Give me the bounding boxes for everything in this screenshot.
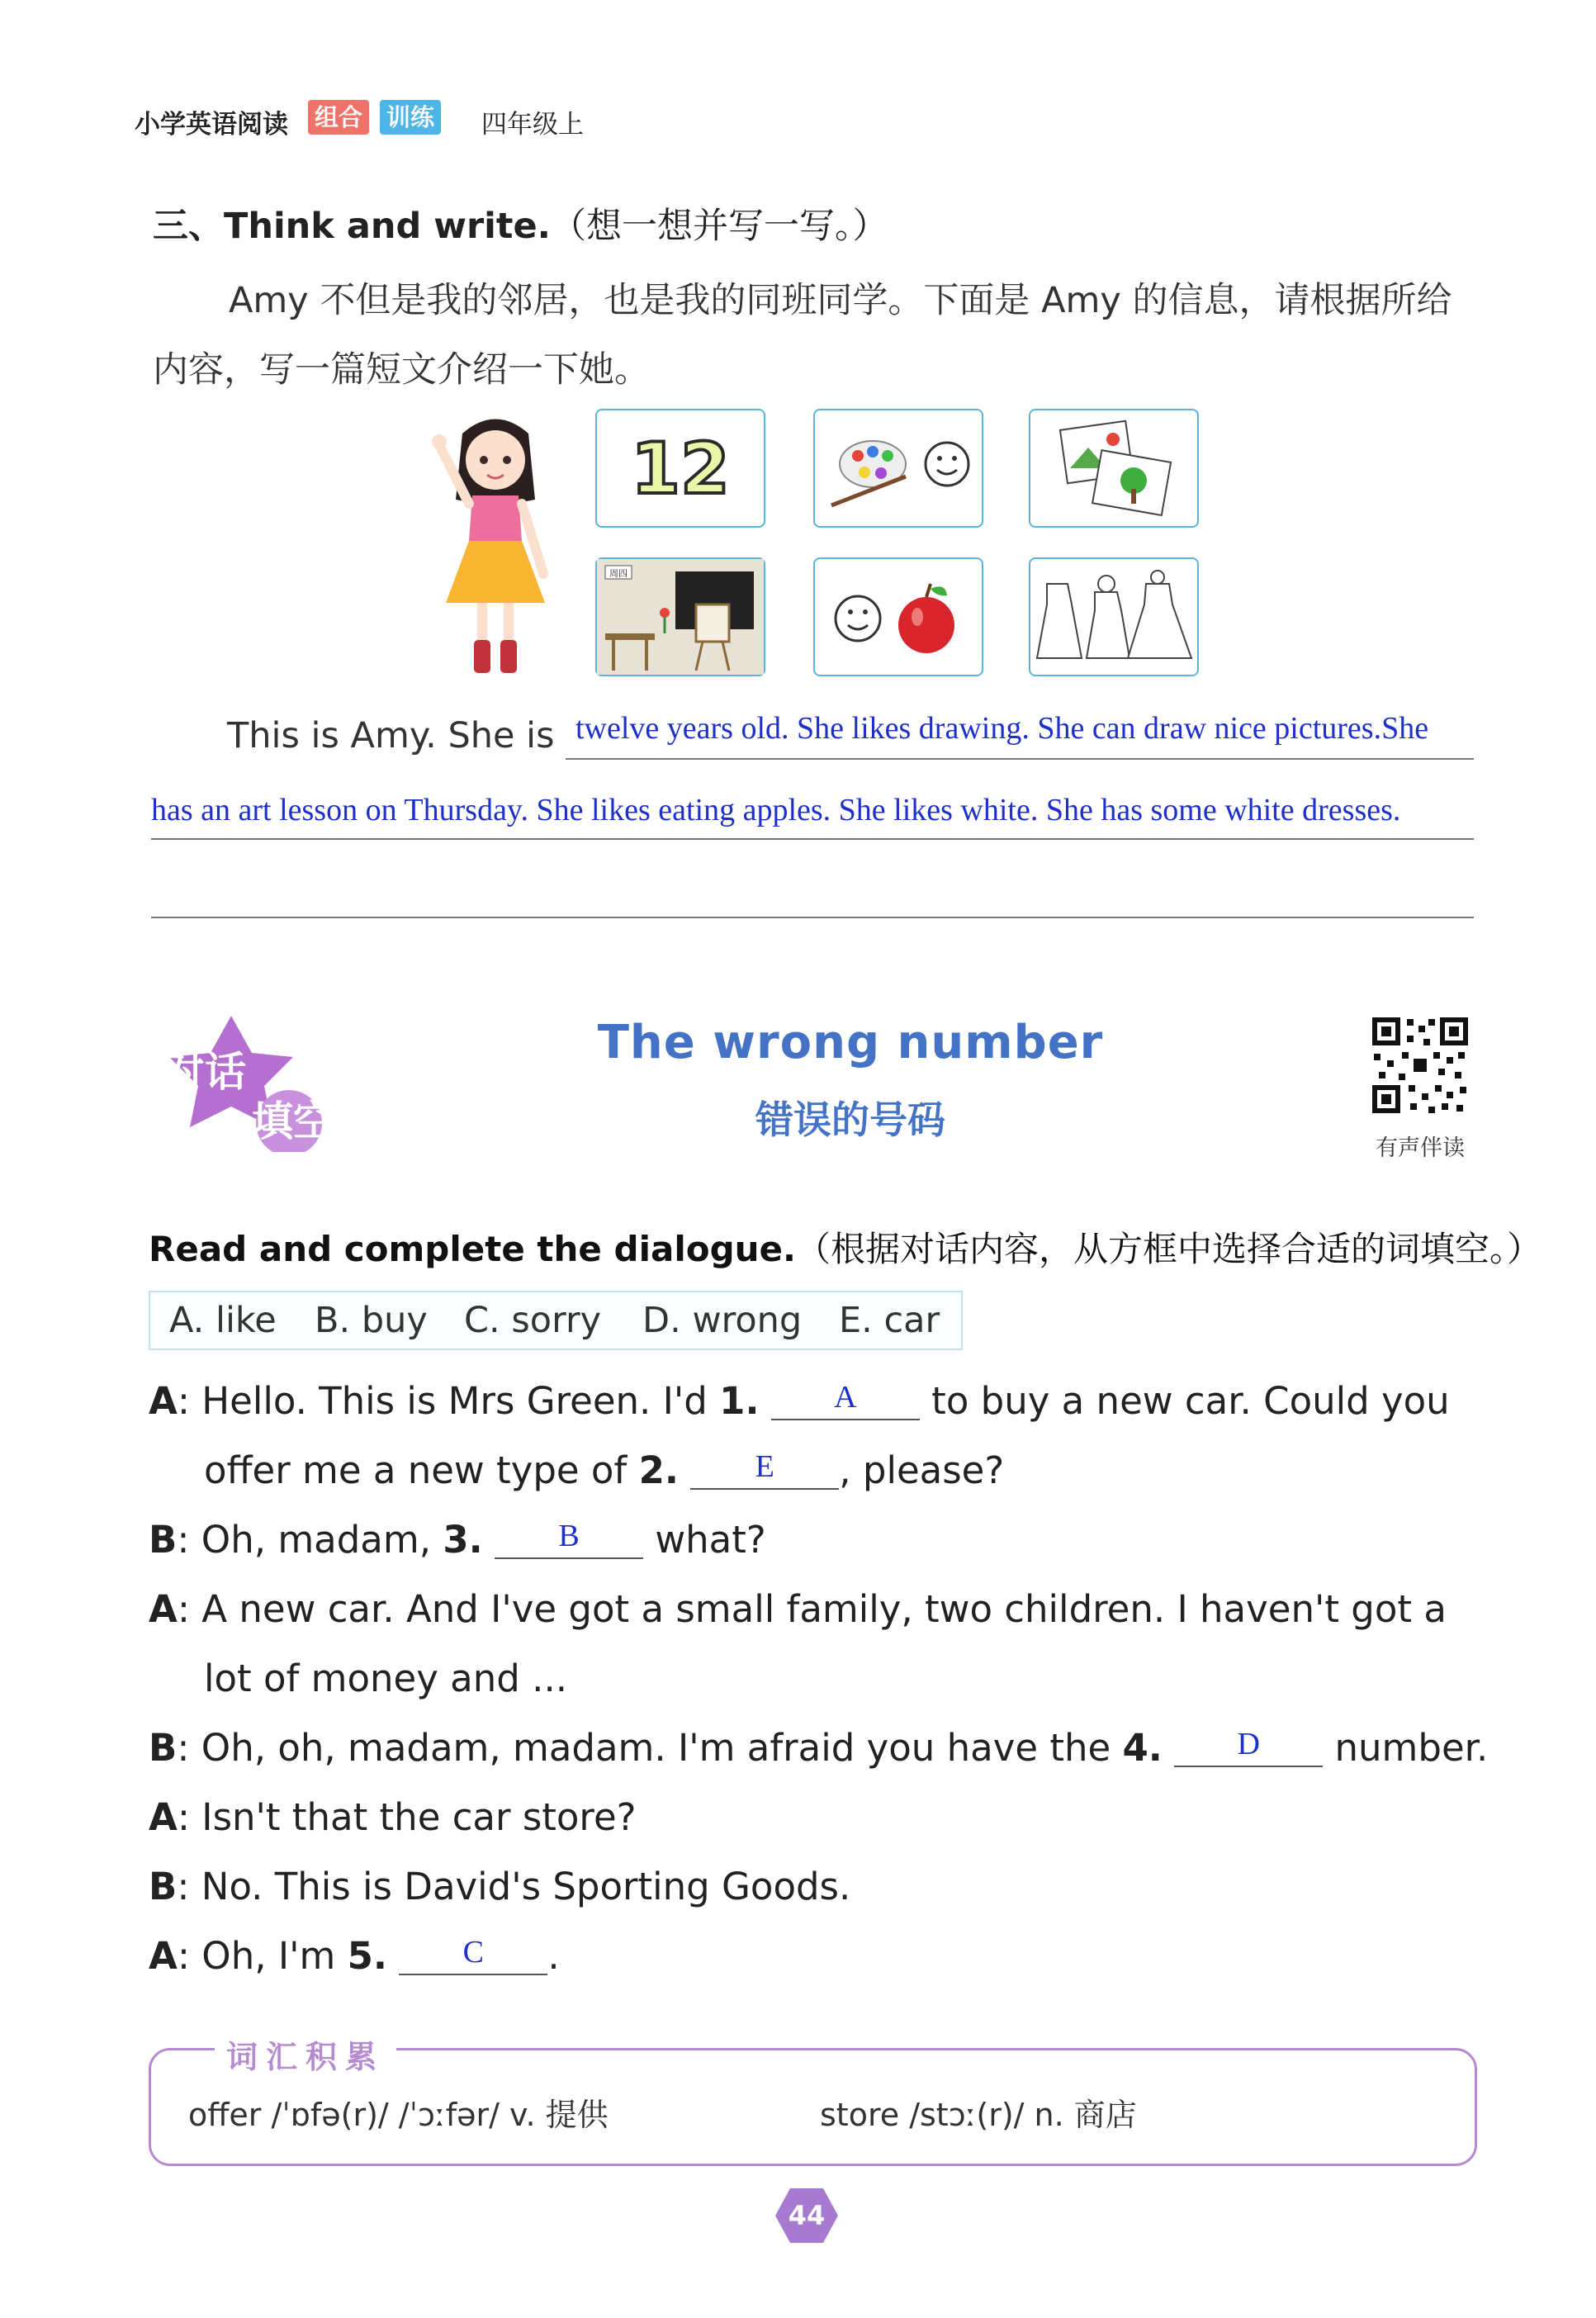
blank-2[interactable]: [690, 1448, 839, 1490]
blank-number: 5.: [347, 1934, 388, 1978]
blank-1-answer: A: [834, 1380, 857, 1415]
amy-illustration: [429, 409, 561, 681]
speaker: A: [149, 1379, 178, 1423]
line-text: : Isn't that the car store?: [177, 1795, 637, 1839]
blank-3-answer: B: [558, 1519, 580, 1553]
option-d: D. wrong: [642, 1300, 803, 1341]
badge-line2: 填空: [252, 1097, 334, 1145]
card-age-number: 12: [631, 428, 730, 510]
dialogue-line-8: [149, 1865, 850, 1908]
answer-text-1: twelve years old. She likes drawing. She can draw nice pictures.She: [575, 711, 1429, 746]
answer-text-2: has an art lesson on Thursday. She likes eating apples. She likes white. She has some white dresses.: [151, 793, 1401, 827]
answer-line-3[interactable]: [151, 867, 1474, 918]
line-text: .: [547, 1934, 560, 1978]
speaker: A: [149, 1587, 178, 1631]
speaker: B: [149, 1726, 178, 1770]
dialogue-line-6: [149, 1726, 1488, 1770]
line-text: to buy a new car. Could you: [919, 1379, 1450, 1423]
dialogue-line-1: [149, 1379, 1450, 1423]
speaker: A: [149, 1934, 178, 1978]
dialogue-instruction: [149, 1222, 1542, 1272]
card-dresses: [1029, 557, 1199, 676]
line-text: number.: [1323, 1726, 1489, 1770]
dialogue-instruction-zh: （根据对话内容，从方框中选择合适的词填空。）: [795, 1229, 1542, 1269]
line-text: lot of money and ...: [204, 1657, 568, 1700]
book-tag-combo: 组合: [308, 100, 369, 135]
blank-number: 1.: [719, 1379, 760, 1423]
book-title: 小学英语阅读: [135, 110, 288, 140]
blank-1[interactable]: [771, 1379, 920, 1420]
dialogue-title-en: The wrong number: [597, 1016, 1104, 1069]
section3-heading-zh: （想一想并写一写。）: [550, 206, 888, 247]
line-text: : A new car. And I've got a small family, two children. I haven't got a: [177, 1587, 1447, 1631]
dialogue-line-7: [149, 1795, 637, 1839]
section-badge: [149, 1012, 363, 1152]
page-number: 44: [788, 2200, 826, 2231]
qr-label: 有声伴读: [1376, 1135, 1465, 1161]
section3-intro: Amy 不但是我的邻居，也是我的同班同学。下面是 Amy 的信息，请根据所给内容，写一篇短文介绍一下她。: [153, 280, 1452, 391]
section3-heading: [153, 198, 888, 249]
speaker: B: [149, 1865, 178, 1908]
vocab-offer: offer /ˈɒfə(r)/ /ˈɔːfər/ v. 提供: [188, 2097, 609, 2133]
dialogue-line-5: [204, 1657, 567, 1700]
blank-2-answer: E: [755, 1449, 774, 1484]
dialogue-title-zh: 错误的号码: [755, 1097, 945, 1142]
dialogue-line-3: [149, 1518, 766, 1562]
dialogue-line-9: [149, 1934, 560, 1978]
card-art-room: [595, 557, 765, 676]
page-number-badge: [774, 2187, 840, 2245]
card-apple: [813, 557, 983, 676]
option-e: E. car: [839, 1300, 940, 1341]
blank-number: 4.: [1122, 1726, 1163, 1770]
line-text: , please?: [839, 1448, 1005, 1492]
book-grade: 四年级上: [481, 110, 584, 140]
blank-number: 3.: [443, 1518, 483, 1562]
card-drawing: [813, 409, 983, 528]
line-text: : Oh, oh, madam, madam. I'm afraid you have the: [177, 1726, 1123, 1770]
card-age: [595, 409, 765, 528]
line-text: offer me a new type of: [204, 1448, 639, 1492]
option-a: A. like: [169, 1300, 277, 1341]
vocab-store: store /stɔː(r)/ n. 商店: [820, 2097, 1137, 2133]
answer-line-1[interactable]: [566, 709, 1474, 760]
answer-line-2[interactable]: [151, 787, 1474, 840]
book-tag-training: 训练: [380, 100, 441, 135]
dialogue-line-4: [149, 1587, 1447, 1631]
option-b: B. buy: [315, 1300, 428, 1341]
dialogue-line-2: [204, 1448, 1004, 1492]
badge-line1: 对话: [163, 1048, 246, 1096]
option-c: C. sorry: [464, 1300, 602, 1341]
blank-4-answer: D: [1237, 1727, 1260, 1761]
section3-heading-en: 三、Think and write.: [153, 206, 551, 247]
qr-code-icon[interactable]: [1369, 1014, 1471, 1116]
line-text: : Hello. This is Mrs Green. I'd: [177, 1379, 720, 1423]
dialogue-instruction-en: Read and complete the dialogue.: [149, 1229, 796, 1269]
line-text: : Oh, madam,: [177, 1518, 443, 1562]
speaker: B: [149, 1518, 178, 1562]
amy-lead-text: This is Amy. She is: [227, 715, 555, 756]
line-text: what?: [643, 1518, 766, 1562]
blank-5-answer: C: [462, 1935, 485, 1970]
blank-4[interactable]: [1174, 1726, 1323, 1767]
line-text: : No. This is David's Sporting Goods.: [177, 1865, 851, 1908]
blank-5[interactable]: [399, 1934, 547, 1975]
speaker: A: [149, 1795, 178, 1839]
card-room-sign: 周四: [609, 568, 628, 579]
blank-3[interactable]: [495, 1518, 643, 1559]
blank-number: 2.: [638, 1448, 679, 1492]
line-text: : Oh, I'm: [177, 1934, 348, 1978]
card-pictures: [1029, 409, 1199, 528]
vocabulary-title: 词汇积累: [215, 2031, 396, 2077]
